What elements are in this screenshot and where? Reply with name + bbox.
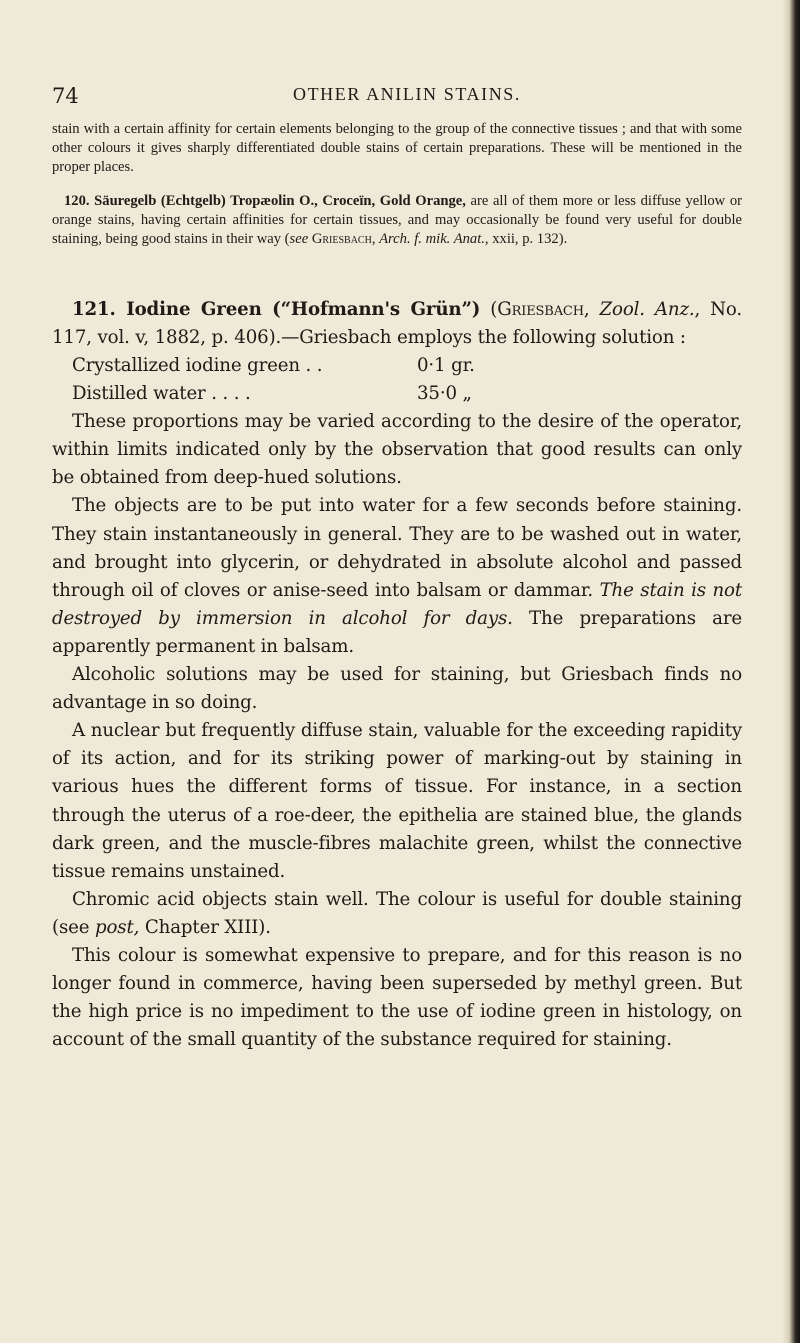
section-121 [52, 296, 742, 1054]
journal-reference: Arch. f. mik. Anat. [379, 231, 485, 247]
paragraph-procedure: The objects are to be put into water for a few seconds before staining. They stain instantaneously in general. They are to be washed out in water, and brought into glycerin, or dehydrated in absolute alcohol and passed through oil of cloves or anise-seed into balsam or dammar. The stain is not destroyed by immersion in alcohol for days. The preparations are apparently permanent in balsam. [52, 495, 742, 657]
running-title: OTHER ANILIN STAINS. [292, 84, 522, 104]
section-121-heading: 121. Iodine Green (“Hofmann's Grün”) [72, 299, 481, 320]
section-120-paragraph: 120. Säuregelb (Echtgelb) Tropæolin O., Croceïn, Gold Orange, are all of them more or less diffuse yellow or orange stains, having certain affinities for certain tissues, and may occasionally be found very useful for double staining, being good stains in their way (see Griesbach, Arch. f. mik. Anat., xxii, p. 132). [52, 193, 742, 247]
recipe-row [52, 352, 742, 380]
paragraph-expense: This colour is somewhat expensive to prepare, and for this reason is no longer found in commerce, having been superseded by methyl green. But the high price is no impediment to the use of iodine green in histology, on account of the small quantity of the substance required for staining. [52, 944, 742, 1051]
paragraph-chromic-acid: Chromic acid objects stain well. The colour is useful for double staining (see post, Chapter XIII). [52, 888, 742, 938]
recipe-amount: 0·1 gr. [417, 355, 475, 377]
section-120-heading: 120. Säuregelb (Echtgelb) Tropæolin O., Croceïn, Gold Orange, [64, 193, 466, 209]
recipe-ingredient: Crystallized iodine green . . [72, 355, 323, 377]
author-reference: Griesbach [311, 231, 372, 247]
recipe-table [52, 352, 742, 408]
section-121-opening: 121. Iodine Green (“Hofmann's Grün”) (Griesbach, Zool. Anz., No. 117, vol. v, 1882, p. 406).—Griesbach employs the following solution : [52, 299, 742, 349]
page-header [52, 84, 762, 110]
page-edge-shadow [782, 0, 800, 1343]
recipe-amount: 35·0 „ [417, 383, 472, 405]
recipe-row [52, 380, 742, 408]
paragraph-nuclear-stain: A nuclear but frequently diffuse stain, valuable for the exceeding rapidity of its action, and for its striking power of marking-out by staining in various hues the different forms of tissue. For instance, in a section through the uterus of a roe-deer, the epithelia are stained blue, the glands dark green, and the muscle-fibres malachite green, whilst the connective tissue remains unstained. [52, 720, 742, 882]
paragraph-proportions: These proportions may be varied according to the desire of the operator, within limits indicated only by the observation that good results can only be obtained from deep-hued solutions. [52, 411, 742, 489]
intro-paragraph [52, 120, 742, 177]
page-number: 74 [52, 84, 79, 108]
section-120 [52, 192, 742, 249]
journal-reference: Zool. Anz. [599, 299, 695, 320]
author-reference: Griesbach [497, 299, 584, 320]
intro-text: stain with a certain affinity for certain elements belonging to the group of the connective tissues ; and that with some other colours it gives sharply differentiated double stains of certain preparations. These will be mentioned in the proper places. [52, 121, 742, 175]
recipe-ingredient: Distilled water . . . . [72, 383, 251, 405]
paragraph-alcoholic: Alcoholic solutions may be used for staining, but Griesbach finds no advantage in so doing. [52, 664, 742, 714]
